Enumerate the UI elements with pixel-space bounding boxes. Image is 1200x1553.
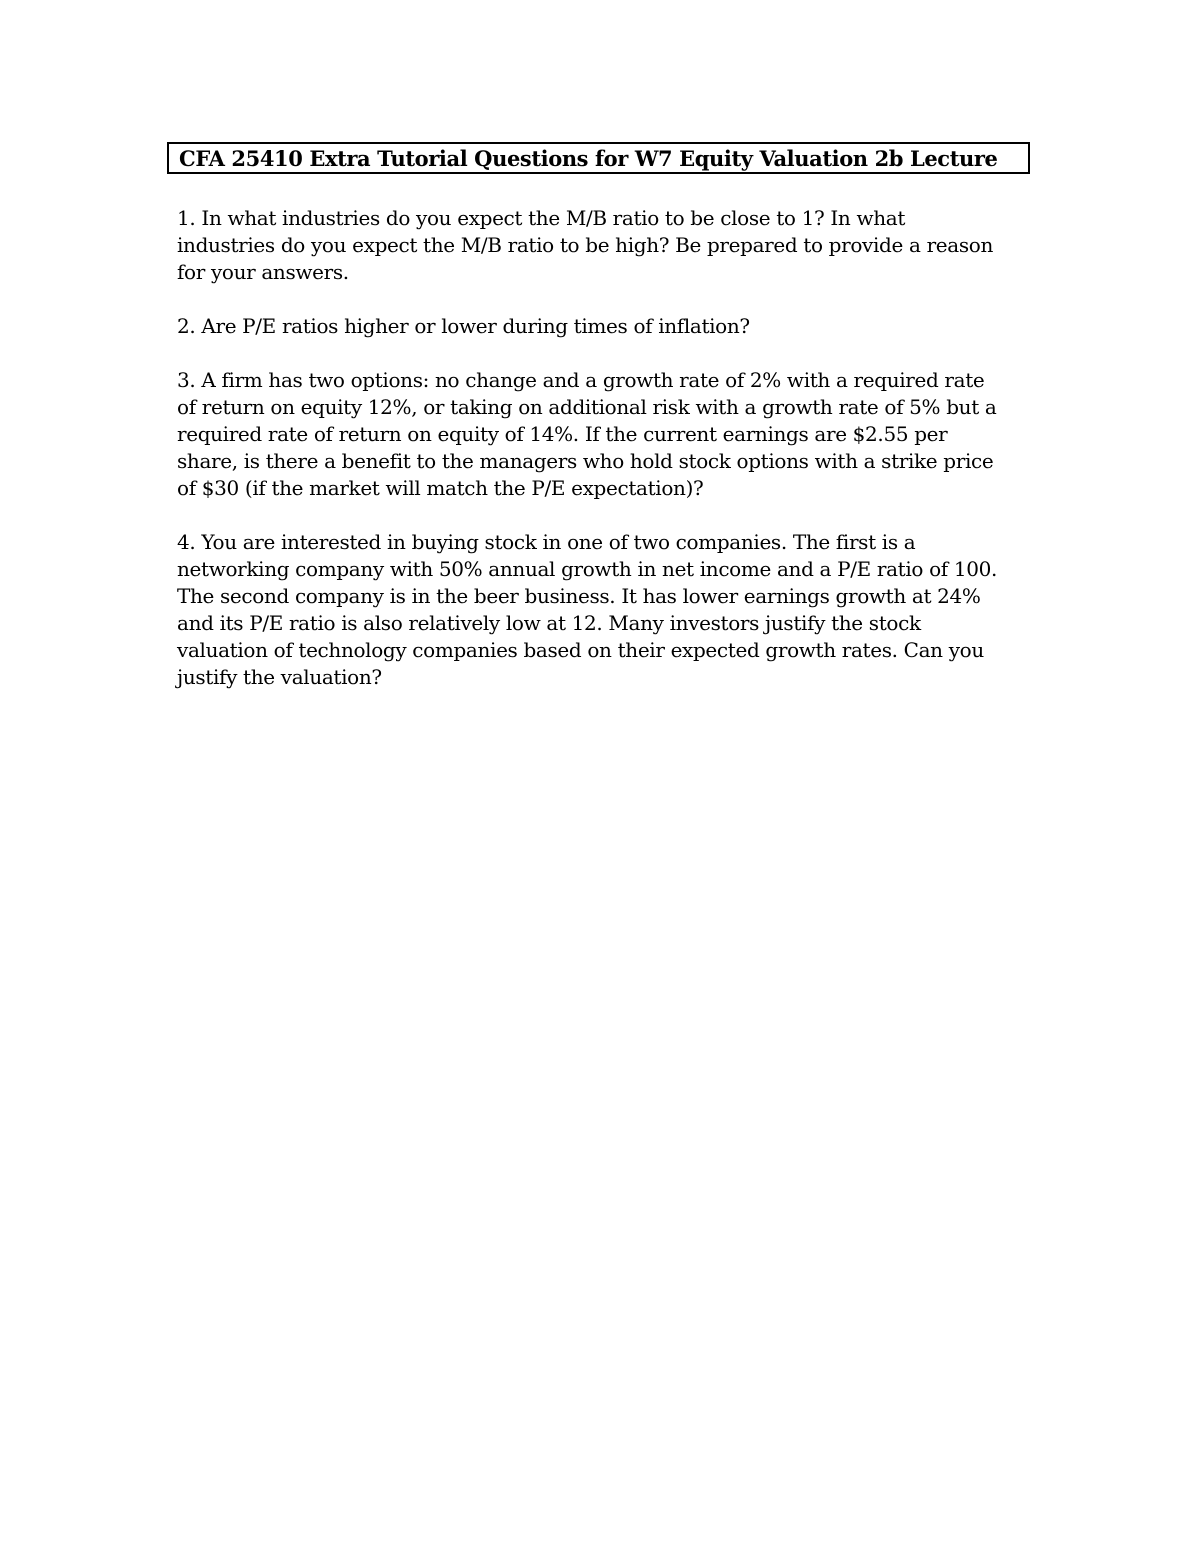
question-3 bbox=[177, 367, 1037, 502]
question-line: share, is there a benefit to the managers who hold stock options with a strike price bbox=[177, 449, 994, 473]
question-line: of $30 (if the market will match the P/E expectation)? bbox=[177, 476, 704, 500]
question-line: of return on equity 12%, or taking on additional risk with a growth rate of 5% but a bbox=[177, 395, 997, 419]
title-box bbox=[167, 142, 1030, 174]
document-title: CFA 25410 Extra Tutorial Questions for W7 Equity Valuation 2b Lecture bbox=[179, 145, 998, 171]
question-line: required rate of return on equity of 14%. If the current earnings are $2.55 per bbox=[177, 422, 948, 446]
question-line: networking company with 50% annual growth in net income and a P/E ratio of 100. bbox=[177, 557, 997, 581]
question-line: 2. Are P/E ratios higher or lower during times of inflation? bbox=[177, 314, 750, 338]
question-1 bbox=[177, 205, 1037, 286]
question-line: and its P/E ratio is also relatively low at 12. Many investors justify the stock bbox=[177, 611, 921, 635]
question-line: 4. You are interested in buying stock in one of two companies. The first is a bbox=[177, 530, 916, 554]
question-2 bbox=[177, 313, 1037, 340]
question-line: industries do you expect the M/B ratio to be high? Be prepared to provide a reason bbox=[177, 233, 993, 257]
question-line: 3. A firm has two options: no change and a growth rate of 2% with a required rate bbox=[177, 368, 985, 392]
question-line: The second company is in the beer business. It has lower earnings growth at 24% bbox=[177, 584, 981, 608]
question-4 bbox=[177, 529, 1037, 691]
question-line: for your answers. bbox=[177, 260, 349, 284]
question-line: valuation of technology companies based on their expected growth rates. Can you bbox=[177, 638, 984, 662]
question-line: justify the valuation? bbox=[177, 665, 382, 689]
question-list bbox=[177, 205, 1037, 718]
question-line: 1. In what industries do you expect the M/B ratio to be close to 1? In what bbox=[177, 206, 906, 230]
